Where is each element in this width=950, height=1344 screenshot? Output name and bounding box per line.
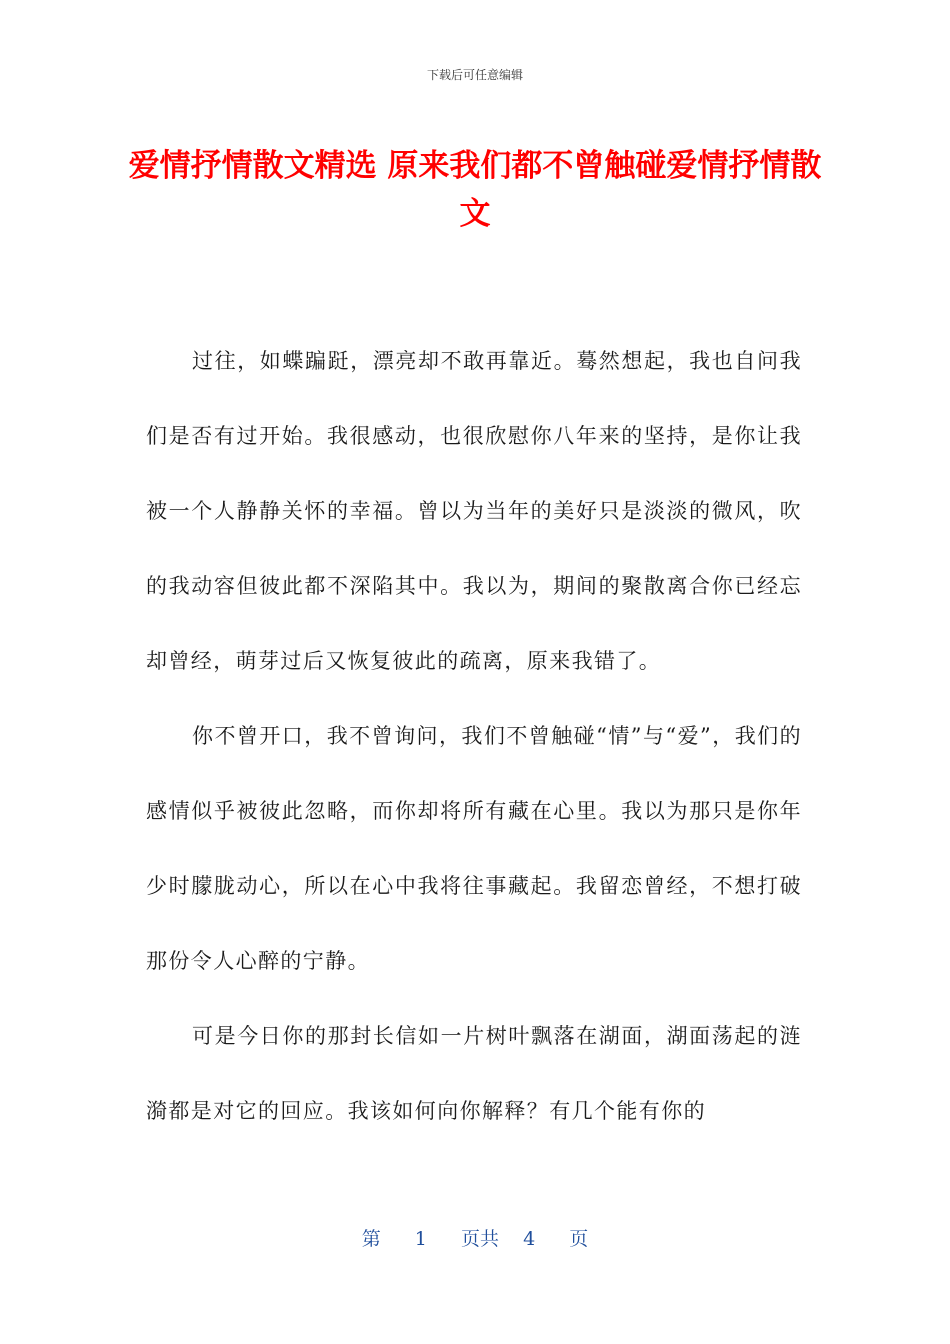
page-prefix: 第 [361, 1228, 381, 1250]
page-header-note: 下载后可任意编辑 [426, 68, 523, 82]
document-title: 爱情抒情散文精选 原来我们都不曾触碰爱情抒情散文 [128, 148, 822, 232]
page-number-footer [0, 1224, 950, 1251]
paragraph-2: 你不曾开口，我不曾询问，我们不曾触碰“情”与“爱”，我们的感情似乎被彼此忽略，而你却将所有藏在心里。我以为那只是你年少时朦胧动心，所以在心中我将往事藏起。我留恋曾经，不想打破那份令人心醉的宁静。 [146, 724, 802, 973]
total-pages-number: 4 [523, 1228, 536, 1250]
paragraph-1: 过往，如蝶蹁跹，漂亮却不敢再靠近。蓦然想起，我也自问我们是否有过开始。我很感动，也很欣慰你八年来的坚持，是你让我被一个人静静关怀的幸福。曾以为当年的美好只是淡淡的微风，吹的我动容但彼此都不深陷其中。我以为，期间的聚散离合你已经忘却曾经，萌芽过后又恢复彼此的疏离，原来我错了。 [146, 349, 802, 673]
page-suffix: 页 [569, 1228, 589, 1250]
current-page-number: 1 [414, 1228, 427, 1250]
document-body [146, 324, 802, 1149]
page-mid-text: 页共 [460, 1228, 499, 1250]
paragraph-3: 可是今日你的那封长信如一片树叶飘落在湖面，湖面荡起的涟漪都是对它的回应。我该如何向你解释？有几个能有你的 [146, 1024, 802, 1123]
